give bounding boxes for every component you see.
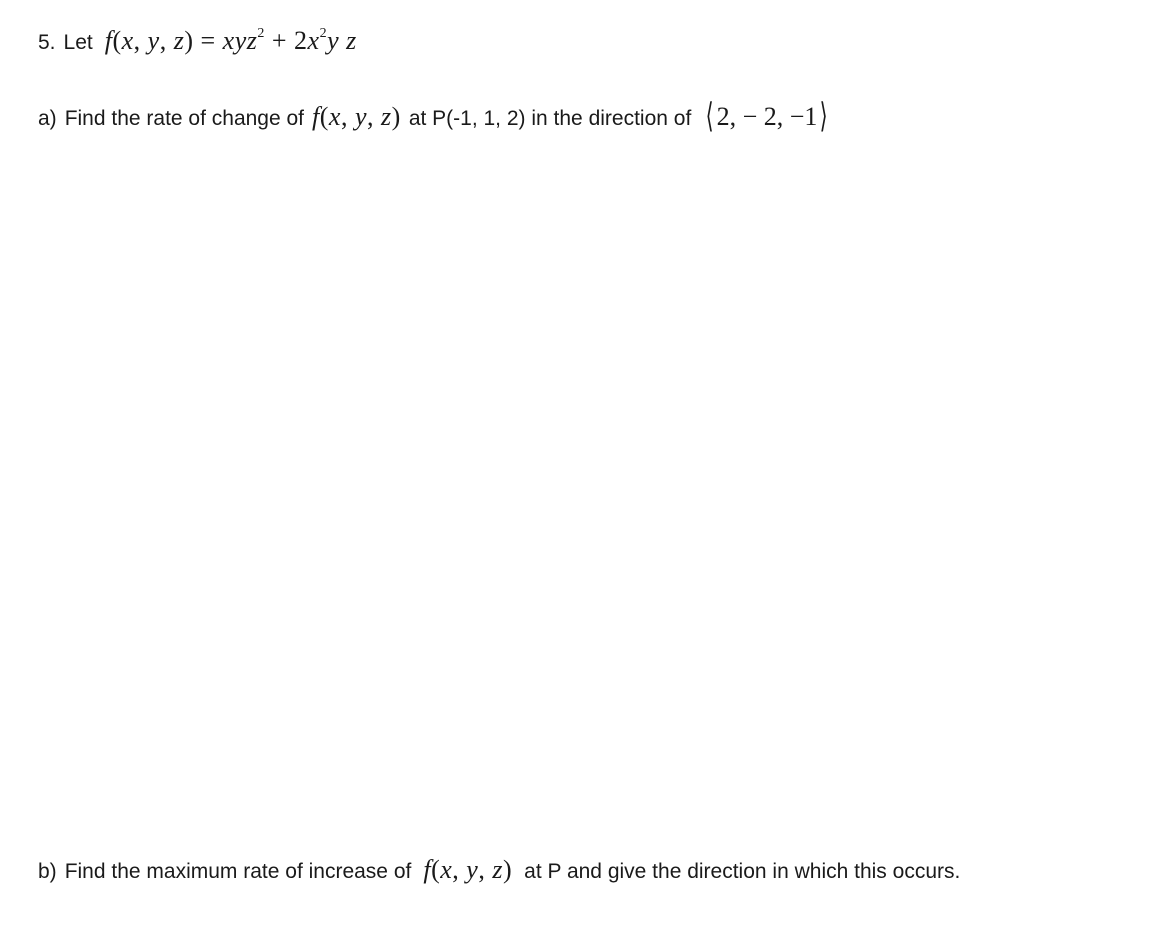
part-b-function: f(x, y, z): [423, 855, 513, 884]
part-b-text-after: at P and give the direction in which this occurs.: [524, 860, 961, 883]
part-a: [38, 94, 831, 134]
part-b-text-before: Find the maximum rate of increase of: [64, 860, 412, 883]
part-b: [38, 855, 960, 885]
direction-vector-components: 2, − 2, −1: [716, 102, 818, 131]
function-definition: f(x, y, $z) = xyz^2 + 2x^2y$ z: [104, 26, 357, 55]
problem-statement: [38, 26, 357, 56]
direction-vector: [703, 94, 830, 134]
part-a-text-middle: at P(-1, 1, 2) in the direction of: [408, 107, 692, 130]
part-b-label: b): [38, 860, 57, 883]
right-angle-bracket: ⟩: [820, 98, 829, 135]
problem-number: 5.: [38, 31, 56, 54]
part-a-text-before: Find the rate of change of: [64, 107, 305, 130]
left-angle-bracket: ⟨: [705, 98, 714, 135]
let-word: Let: [63, 31, 93, 54]
part-a-label: a): [38, 107, 57, 130]
part-a-function: f(x, y, z): [312, 102, 401, 131]
